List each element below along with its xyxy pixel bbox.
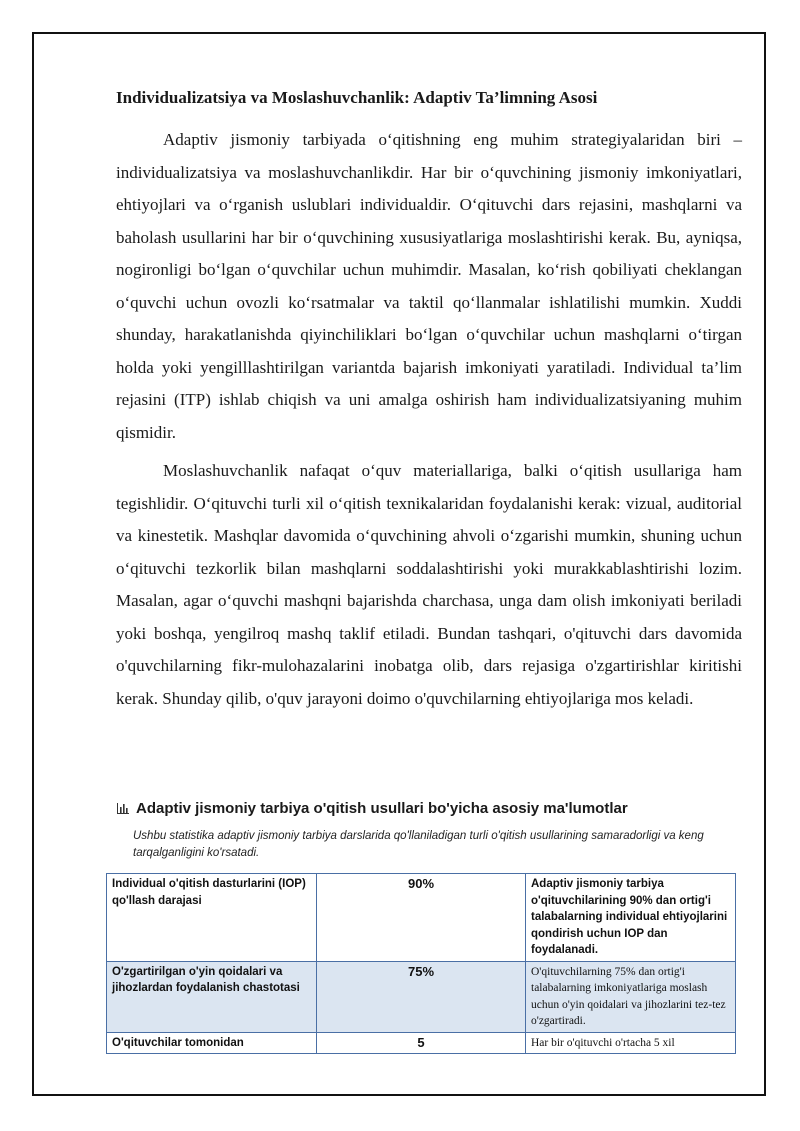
table-row bbox=[107, 961, 736, 1032]
section-heading: Individualizatsiya va Moslashuvchanlik: Adaptiv Ta’limning Asosi bbox=[116, 88, 598, 107]
paragraph-1: Adaptiv jismoniy tarbiyada o‘qitishning eng muhim strategiyalaridan biri – individualizatsiya va moslashuvchanlikdir. Har bir o‘quvchining jismoniy imkoniyatlari, ehtiyojlari va o‘rganish uslublari individualdir. O‘qituvchi dars rejasini, mashqlarni va baholash usullarini har bir o‘quvchining xususiyatlariga moslashtirishi kerak. Bu, ayniqsa, nogironligi bo‘lgan o‘quvchilar uchun muhimdir. Masalan, ko‘rish qobiliyati cheklangan o‘quvchi uchun ovozli ko‘rsatmalar va taktil qo‘llanmalar ishlatilishi mumkin. Xuddi shunday, harakatlanishda qiyinchiliklari bo‘lgan o‘quvchilar uchun mashqlarni o‘tirgan holda yoki yengilllashtirilgan variantda bajarish imkoniyati yaratiladi. Individual ta’lim rejasini (ITP) ishlab chiqish va uni amalga oshirish ham individualizatsiyaning muhim qismidir. bbox=[116, 130, 742, 442]
row-value: 5 bbox=[317, 1032, 526, 1054]
table-row bbox=[107, 874, 736, 962]
document-body bbox=[116, 86, 742, 721]
paragraph-2: Moslashuvchanlik nafaqat o‘quv materiallariga, balki o‘qitish usullariga ham tegishlidir. O‘qituvchi turli xil o‘qitish texnikalaridan foydalanishi kerak: vizual, auditorial va kinestetik. Mashqlar davomida o‘quvchining ahvoli o‘zgarishi mumkin, shuning uchun o‘qituvchi tezkorlik bilan mashqlarni soddalashtirishi yoki murakkablashtirishi lozim. Masalan, agar o‘quvchi mashqni bajarishda charchasa, unga dam olish imkoniyati beriladi yoki boshqa, yengilroq mashq taklif etiladi. Bundan tashqari, o'qituvchi dars davomida o'quvchilarning fikr-mulohazalarini inobatga olib, dars rejasiga o'zgartirishlar kiritishi kerak. Shunday qilib, o'quv jarayoni doimo o'quvchilarning ehtiyojlariga mos keladi. bbox=[116, 461, 742, 708]
table-row bbox=[107, 1032, 736, 1054]
stats-title bbox=[116, 800, 756, 817]
row-label: Individual o'qitish dasturlarini (IOP) qo'llash darajasi bbox=[107, 874, 317, 962]
stats-title-text: Adaptiv jismoniy tarbiya o'qitish usullari bo'yicha asosiy ma'lumotlar bbox=[136, 800, 628, 817]
row-label: O'zgartirilgan o'yin qoidalari va jihozlardan foydalanish chastotasi bbox=[107, 961, 317, 1032]
stats-description: Ushbu statistika adaptiv jismoniy tarbiya darslarida qo'llaniladigan turli o'qitish usullarining samaradorligi va keng tarqalganligini ko'rsatadi. bbox=[133, 830, 704, 859]
row-note: Har bir o'qituvchi o'rtacha 5 xil bbox=[526, 1032, 736, 1054]
row-label: O'qituvchilar tomonidan bbox=[107, 1032, 317, 1054]
stats-table bbox=[106, 873, 736, 1054]
row-note: Adaptiv jismoniy tarbiya o'qituvchilarining 90% dan ortig'i talabalarning individual ehtiyojlarini qondirish uchun IOP dan foydalanadi. bbox=[526, 874, 736, 962]
row-value: 90% bbox=[317, 874, 526, 962]
bar-chart-icon bbox=[116, 802, 130, 814]
row-note: O'qituvchilarning 75% dan ortig'i talabalarning imkoniyatlariga moslash uchun o'yin qoidalari va jihozlarini tez-tez o'zgartiradi. bbox=[526, 961, 736, 1032]
row-value: 75% bbox=[317, 961, 526, 1032]
